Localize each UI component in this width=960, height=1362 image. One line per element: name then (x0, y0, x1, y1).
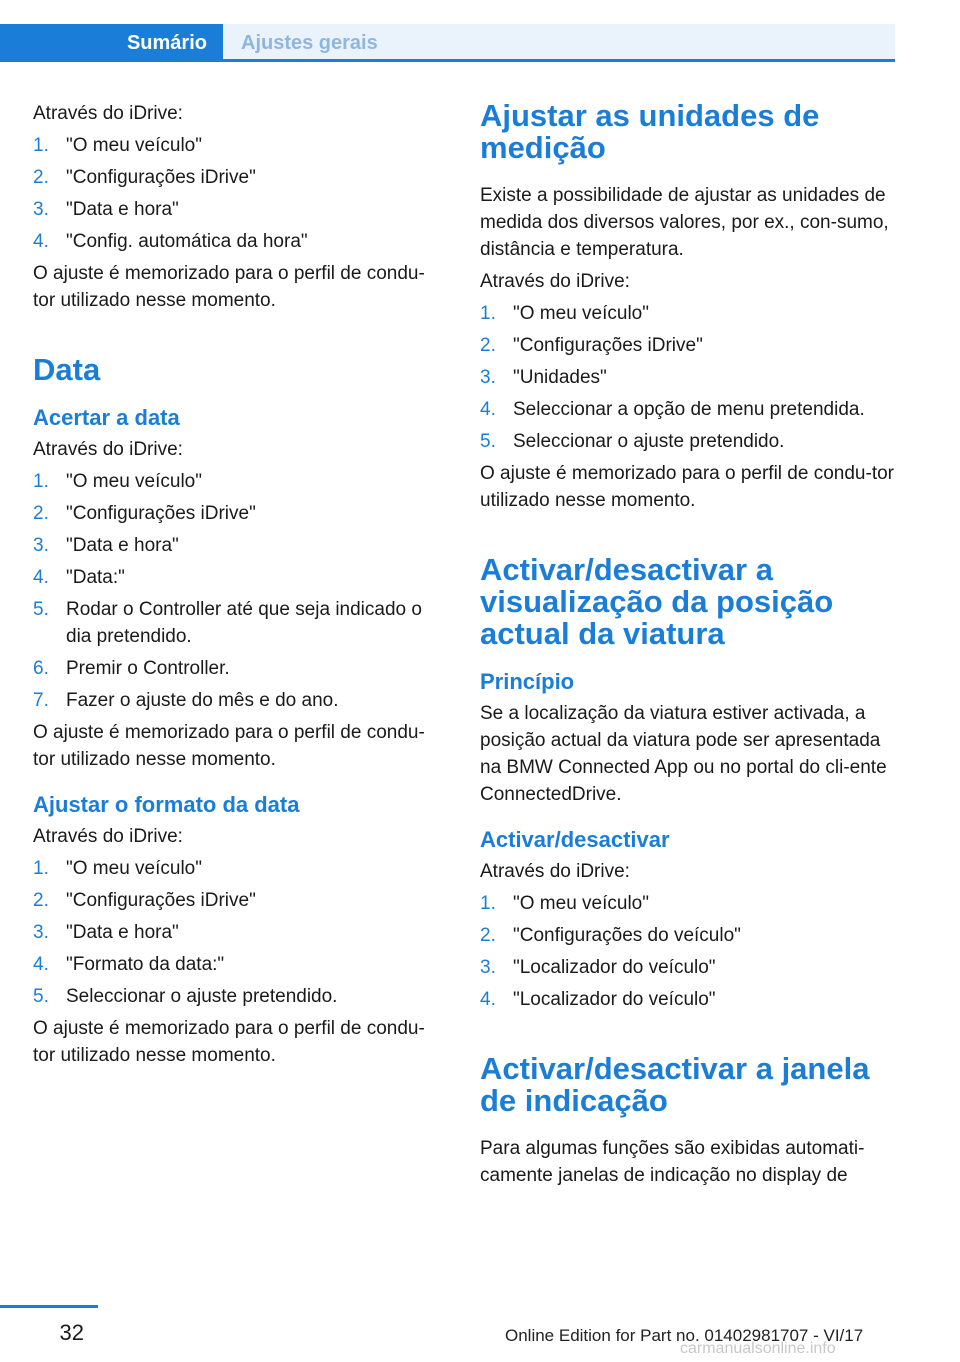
step-number: 6. (33, 658, 49, 679)
list-item (480, 890, 900, 917)
step-number: 2. (33, 890, 49, 911)
step-text: "O meu veículo" (66, 471, 202, 492)
step-text: "O meu veículo" (66, 858, 202, 879)
list-item (33, 596, 443, 650)
section-title-janela: Activar/desactivar a janela de indicação (480, 1051, 870, 1118)
step-number: 5. (33, 599, 49, 620)
unidades-steps (480, 300, 900, 455)
step-text: "Localizador do veículo" (513, 989, 716, 1010)
step-text: Seleccionar o ajuste pretendido. (66, 986, 338, 1007)
subsection-title-activar: Activar/desactivar (480, 827, 670, 852)
step-text: Seleccionar a opção de menu pretendida. (513, 399, 865, 420)
step-number: 1. (33, 471, 49, 492)
list-item (33, 951, 443, 978)
acertar-note: O ajuste é memorizado para o perfil de condu-tor utilizado nesse momento. (33, 722, 425, 770)
step-number: 7. (33, 690, 49, 711)
section-title-data: Data (33, 352, 101, 387)
step-number: 5. (480, 431, 496, 452)
list-item (33, 132, 443, 159)
step-number: 4. (33, 954, 49, 975)
step-number: 3. (33, 199, 49, 220)
intro-note: O ajuste é memorizado para o perfil de condu-tor utilizado nesse momento. (33, 263, 425, 311)
list-item (480, 332, 900, 359)
subsection-title-principio: Princípio (480, 669, 575, 694)
list-item (33, 500, 443, 527)
footer-rule (0, 1305, 98, 1308)
step-text: "O meu veículo" (66, 135, 202, 156)
section-title-posicao: Activar/desactivar a visualização da posição actual da viatura (480, 552, 834, 651)
header-rule (223, 59, 895, 62)
step-number: 1. (33, 135, 49, 156)
formato-intro: Através do iDrive: (33, 826, 183, 847)
list-item (33, 228, 443, 255)
step-text: Rodar o Controller até que seja indicado o dia pretendido. (66, 599, 422, 647)
step-number: 2. (33, 167, 49, 188)
unidades-intro: Através do iDrive: (480, 271, 630, 292)
step-text: Premir o Controller. (66, 658, 230, 679)
subsection-title-formato: Ajustar o formato da data (33, 792, 300, 817)
list-item (480, 954, 900, 981)
unidades-text: Existe a possibilidade de ajustar as unidades de medida dos diversos valores, por ex., con-sumo, distância e temperatura. (480, 185, 889, 260)
intro-steps (33, 132, 443, 255)
list-item (480, 300, 900, 327)
acertar-intro: Através do iDrive: (33, 439, 183, 460)
step-text: "Data e hora" (66, 199, 179, 220)
list-item (33, 919, 443, 946)
step-number: 3. (480, 957, 496, 978)
step-number: 4. (33, 231, 49, 252)
step-number: 2. (480, 925, 496, 946)
step-number: 1. (33, 858, 49, 879)
tab-sumario[interactable]: Sumário (0, 24, 223, 62)
step-number: 1. (480, 893, 496, 914)
page-header (0, 24, 895, 62)
left-column (33, 100, 443, 1074)
principio-text: Se a localização da viatura estiver activada, a posição actual da viatura pode ser apresentada na BMW Connected App ou no portal do cli-ente ConnectedDrive. (480, 703, 887, 805)
list-item (33, 887, 443, 914)
section-title-unidades: Ajustar as unidades de medição (480, 98, 820, 165)
step-text: "Configurações do veículo" (513, 925, 741, 946)
step-text: "Data e hora" (66, 922, 179, 943)
step-text: "Data e hora" (66, 535, 179, 556)
step-text: "Data:" (66, 567, 125, 588)
unidades-note: O ajuste é memorizado para o perfil de condu-tor utilizado nesse momento. (480, 463, 894, 511)
step-text: "Configurações iDrive" (66, 503, 256, 524)
formato-note: O ajuste é memorizado para o perfil de condu-tor utilizado nesse momento. (33, 1018, 425, 1066)
step-text: "Configurações iDrive" (66, 890, 256, 911)
step-text: "Unidades" (513, 367, 607, 388)
activar-steps (480, 890, 900, 1013)
list-item (33, 196, 443, 223)
list-item (480, 364, 900, 391)
step-text: Fazer o ajuste do mês e do ano. (66, 690, 339, 711)
step-number: 4. (33, 567, 49, 588)
list-item (480, 986, 900, 1013)
step-text: Seleccionar o ajuste pretendido. (513, 431, 785, 452)
activar-intro: Através do iDrive: (480, 861, 630, 882)
list-item (33, 164, 443, 191)
page-number: 32 (59, 1320, 84, 1345)
step-number: 5. (33, 986, 49, 1007)
tab-ajustes-gerais[interactable]: Ajustes gerais (223, 24, 895, 62)
step-text: "Configurações iDrive" (513, 335, 703, 356)
list-item (33, 687, 443, 714)
step-number: 3. (33, 535, 49, 556)
step-number: 4. (480, 989, 496, 1010)
step-text: "O meu veículo" (513, 893, 649, 914)
list-item (33, 983, 443, 1010)
intro-text: Através do iDrive: (33, 103, 183, 124)
list-item (480, 428, 900, 455)
list-item (480, 396, 900, 423)
step-number: 2. (480, 335, 496, 356)
step-text: "Localizador do veículo" (513, 957, 716, 978)
step-number: 3. (480, 367, 496, 388)
step-text: "Formato da data:" (66, 954, 225, 975)
list-item (33, 468, 443, 495)
acertar-steps (33, 468, 443, 714)
step-text: "Config. automática da hora" (66, 231, 308, 252)
watermark: carmanualsonline.info (680, 1340, 836, 1357)
step-number: 1. (480, 303, 496, 324)
list-item (33, 532, 443, 559)
step-number: 2. (33, 503, 49, 524)
subsection-title-acertar: Acertar a data (33, 405, 180, 430)
step-number: 3. (33, 922, 49, 943)
step-text: "O meu veículo" (513, 303, 649, 324)
step-text: "Configurações iDrive" (66, 167, 256, 188)
janela-text: Para algumas funções são exibidas automati-camente janelas de indicação no display de (480, 1138, 865, 1186)
list-item (480, 922, 900, 949)
right-column (480, 100, 900, 1194)
edition-label: Online Edition for Part no. 01402981707 - VI/17 (505, 1326, 864, 1345)
formato-steps (33, 855, 443, 1010)
step-number: 4. (480, 399, 496, 420)
list-item (33, 564, 443, 591)
list-item (33, 855, 443, 882)
list-item (33, 655, 443, 682)
